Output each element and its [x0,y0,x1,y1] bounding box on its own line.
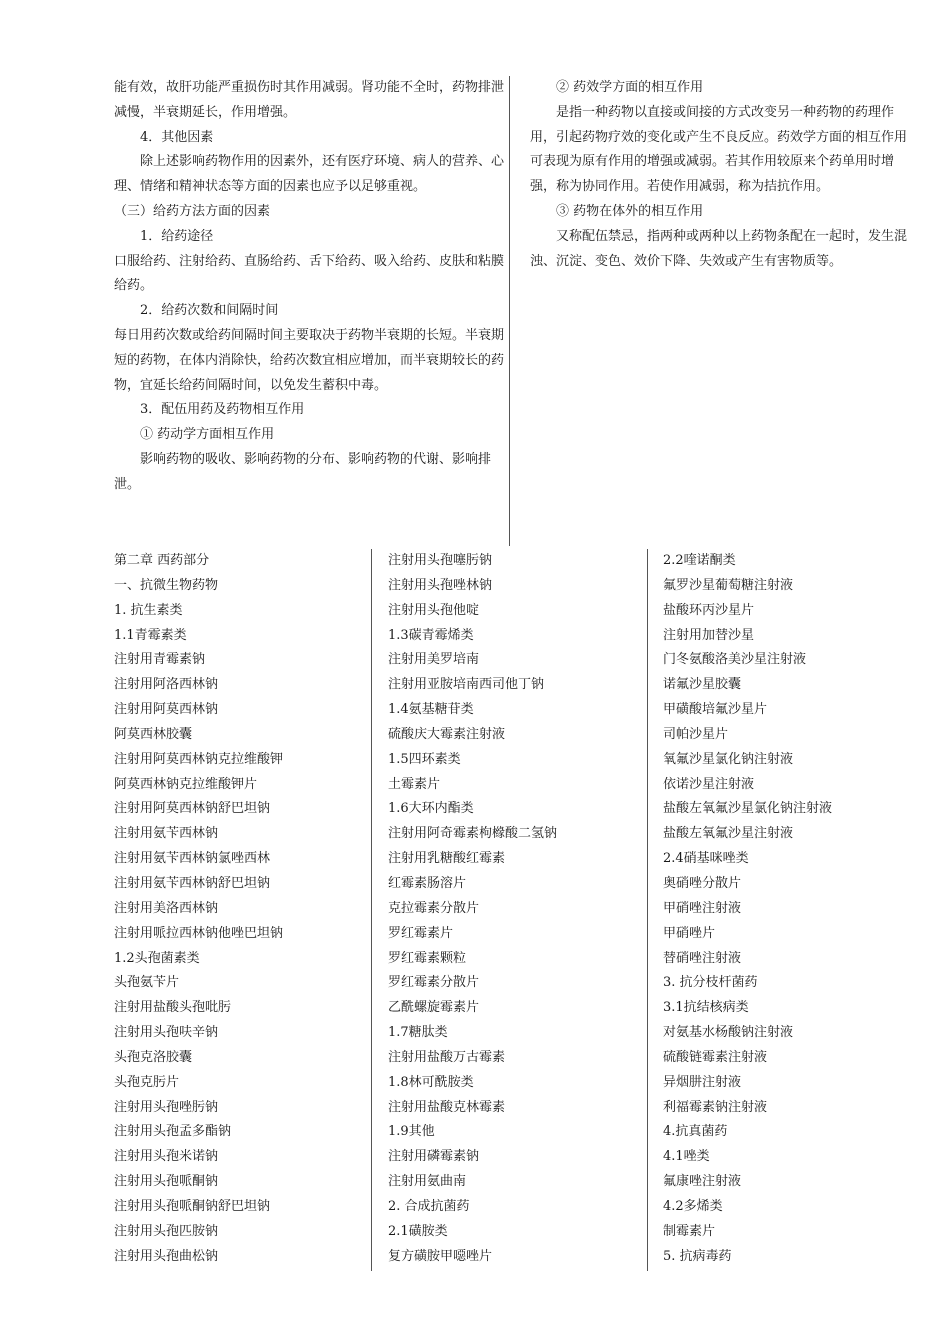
list-item: 注射用盐酸头孢吡肟 [114,1000,232,1016]
list-item: 注射用美洛西林钠 [114,900,219,916]
list-item: 头孢氨苄片 [114,975,180,991]
list-item: 注射用亚胺培南西司他丁钠 [388,677,545,693]
list-item: 注射用头孢他啶 [388,602,480,618]
list-item: 注射用头孢噻肟钠 [388,553,493,568]
list-item: 注射用阿莫西林钠 [114,702,219,718]
list-item: 1.5四环素类 [388,751,461,767]
drug-list-column-3 [663,549,923,1269]
list-item: 注射用头孢呋辛钠 [114,1025,219,1041]
list-item: 门冬氨酸洛美沙星注射液 [663,652,807,668]
paragraph: 能有效，故肝功能严重损伤时其作用减弱。肾功能不全时，药物排泄减慢，半衰期延长，作用增强。 [114,80,505,120]
list-item: 3. 抗分枝杆菌药 [663,975,758,991]
list-item: 土霉素片 [388,776,441,792]
paragraph: 又称配伍禁忌，指两种或两种以上药物条配在一起时，发生混浊、沉淀、变色、效价下降、失效或产生有害物质等。 [530,228,908,269]
paragraph: 口服给药、注射给药、直肠给药、舌下给药、吸入给药、皮肤和粘膜给药。 [114,253,505,294]
list-item: 甲磺酸培氟沙星片 [663,702,768,718]
list-item: 红霉素肠溶片 [388,875,467,891]
list-item: 1.3碳青霉烯类 [388,627,474,643]
paragraph: 每日用药次数或给药间隔时间主要取决于药物半衰期的长短。半衰期短的药物，在体内消除快，给药次数宜相应增加，而半衰期较长的药物，宜延长给药间隔时间，以免发生蓄积中毒。 [114,327,505,393]
paragraph: 3．配伍用药及药物相互作用 [140,402,305,418]
list-item: 2.1磺胺类 [388,1223,448,1239]
list-item: 1.7糖肽类 [388,1025,448,1041]
list-item: 注射用头孢米诺钠 [114,1149,219,1165]
list-item: 注射用阿奇霉素枸橼酸二氢钠 [388,826,558,842]
list-item: 注射用头孢哌酮钠 [114,1174,219,1190]
list-item: 复方磺胺甲噁唑片 [388,1248,493,1264]
list-item: 罗红霉素颗粒 [388,950,467,966]
paragraph: ② 药效学方面的相互作用 [556,80,704,95]
list-item: 司帕沙星片 [663,726,729,742]
list-item: 盐酸环丙沙星片 [663,602,755,618]
list-item: 注射用青霉素钠 [114,652,206,668]
list-item: 注射用阿莫西林钠克拉维酸钾 [114,751,284,767]
list-item: 氟罗沙星葡萄糖注射液 [663,577,794,593]
list-item: 2.4硝基咪唑类 [663,851,749,867]
paragraph: 除上述影响药物作用的因素外，还有医疗环境、病人的营养、心理、情绪和精神状态等方面的因素也应予以足够重视。 [114,154,505,195]
paragraph: 是指一种药物以直接或间接的方式改变另一种药物的药理作用，引起药物疗效的变化或产生不良反应。药效学方面的相互作用可表现为原有作用的增强或减弱。若其作用较原来个药单用时增强，称为协同作用。若使作用减弱，称为拮抗作用。 [530,104,908,195]
top-column-divider [509,76,510,546]
list-item: 注射用加替沙星 [663,627,755,643]
list-item: 乙酰螺旋霉素片 [388,1000,480,1016]
list-item: 利福霉素钠注射液 [663,1099,768,1115]
list-item: 注射用阿洛西林钠 [114,677,219,693]
list-item: 注射用磷霉素钠 [388,1149,480,1165]
list-item: 注射用氨苄西林钠氯唑西林 [114,851,271,867]
list-item: 1.2头孢菌素类 [114,950,200,966]
list-item: 罗红霉素分散片 [388,975,480,991]
list-item: 甲硝唑片 [663,925,716,941]
list-item: 替硝唑注射液 [663,950,742,966]
list-item: 盐酸左氧氟沙星氯化钠注射液 [663,801,833,817]
list-item: 1.9其他 [388,1124,435,1140]
list-item: 注射用氨苄西林钠 [114,826,219,842]
list-item: 异烟肼注射液 [663,1074,742,1090]
list-item: 3.1抗结核病类 [663,1000,749,1016]
list-item: 注射用乳糖酸红霉素 [388,851,506,867]
list-item: 硫酸链霉素注射液 [663,1049,768,1065]
list-item: 1. 抗生素类 [114,602,183,618]
list-item: 1.4氨基糖苷类 [388,702,474,718]
list-item: 2. 合成抗菌药 [388,1198,470,1214]
list-item: 4.抗真菌药 [663,1124,728,1140]
list-item: 头孢克肟片 [114,1074,180,1090]
paragraph: 影响药物的吸收、影响药物的分布、影响药物的代谢、影响排泄。 [114,451,492,492]
list-item: 第二章 西药部分 [114,553,210,568]
top-right-column [530,76,908,274]
drug-list-column-1 [114,549,364,1269]
list-item: 依诺沙星注射液 [663,776,755,792]
list-item: 注射用头孢唑林钠 [388,577,493,593]
paragraph: （三）给药方法方面的因素 [114,203,271,219]
list-item: 一、抗微生物药物 [114,577,219,593]
list-item: 注射用美罗培南 [388,652,480,668]
list-item: 4.2多烯类 [663,1198,723,1214]
paragraph: ① 药动学方面相互作用 [140,427,275,443]
list-item: 4.1唑类 [663,1149,710,1165]
list-item: 对氨基水杨酸钠注射液 [663,1025,794,1041]
list-item: 罗红霉素片 [388,925,454,941]
list-divider-1 [371,549,372,1271]
top-left-column [114,76,506,498]
list-item: 阿莫西林钠克拉维酸钾片 [114,776,258,792]
list-item: 注射用氨苄西林钠舒巴坦钠 [114,875,271,891]
list-item: 5. 抗病毒药 [663,1248,732,1264]
list-item: 制霉素片 [663,1223,716,1239]
list-item: 注射用盐酸克林霉素 [388,1099,506,1115]
list-item: 甲硝唑注射液 [663,900,742,916]
paragraph: ③ 药物在体外的相互作用 [556,203,704,219]
list-item: 奥硝唑分散片 [663,875,742,891]
list-item: 1.6大环内酯类 [388,801,474,817]
list-item: 注射用阿莫西林钠舒巴坦钠 [114,801,271,817]
list-item: 注射用头孢匹胺钠 [114,1223,219,1239]
list-item: 注射用头孢孟多酯钠 [114,1124,232,1140]
list-item: 头孢克洛胶囊 [114,1049,193,1065]
list-item: 氧氟沙星氯化钠注射液 [663,751,794,767]
list-divider-2 [647,549,648,1271]
list-item: 阿莫西林胶囊 [114,726,193,742]
list-item: 2.2喹诺酮类 [663,553,736,568]
list-item: 注射用头孢唑肟钠 [114,1099,219,1115]
list-item: 注射用头孢曲松钠 [114,1248,219,1264]
list-item: 注射用头孢哌酮钠舒巴坦钠 [114,1198,271,1214]
paragraph: 2．给药次数和间隔时间 [140,303,279,319]
list-item: 盐酸左氧氟沙星注射液 [663,826,794,842]
list-item: 诺氟沙星胶囊 [663,677,742,693]
list-item: 氟康唑注射液 [663,1174,742,1190]
list-item: 注射用哌拉西林钠他唑巴坦钠 [114,925,284,941]
list-item: 硫酸庆大霉素注射液 [388,726,506,742]
list-item: 注射用盐酸万古霉素 [388,1049,506,1065]
list-item: 克拉霉素分散片 [388,900,480,916]
paragraph: 1．给药途径 [140,228,214,244]
drug-list-column-2 [388,549,638,1269]
list-item: 1.1青霉素类 [114,627,187,643]
list-item: 1.8林可酰胺类 [388,1074,474,1090]
paragraph: 4．其他因素 [140,129,214,145]
list-item: 注射用氨曲南 [388,1174,467,1190]
